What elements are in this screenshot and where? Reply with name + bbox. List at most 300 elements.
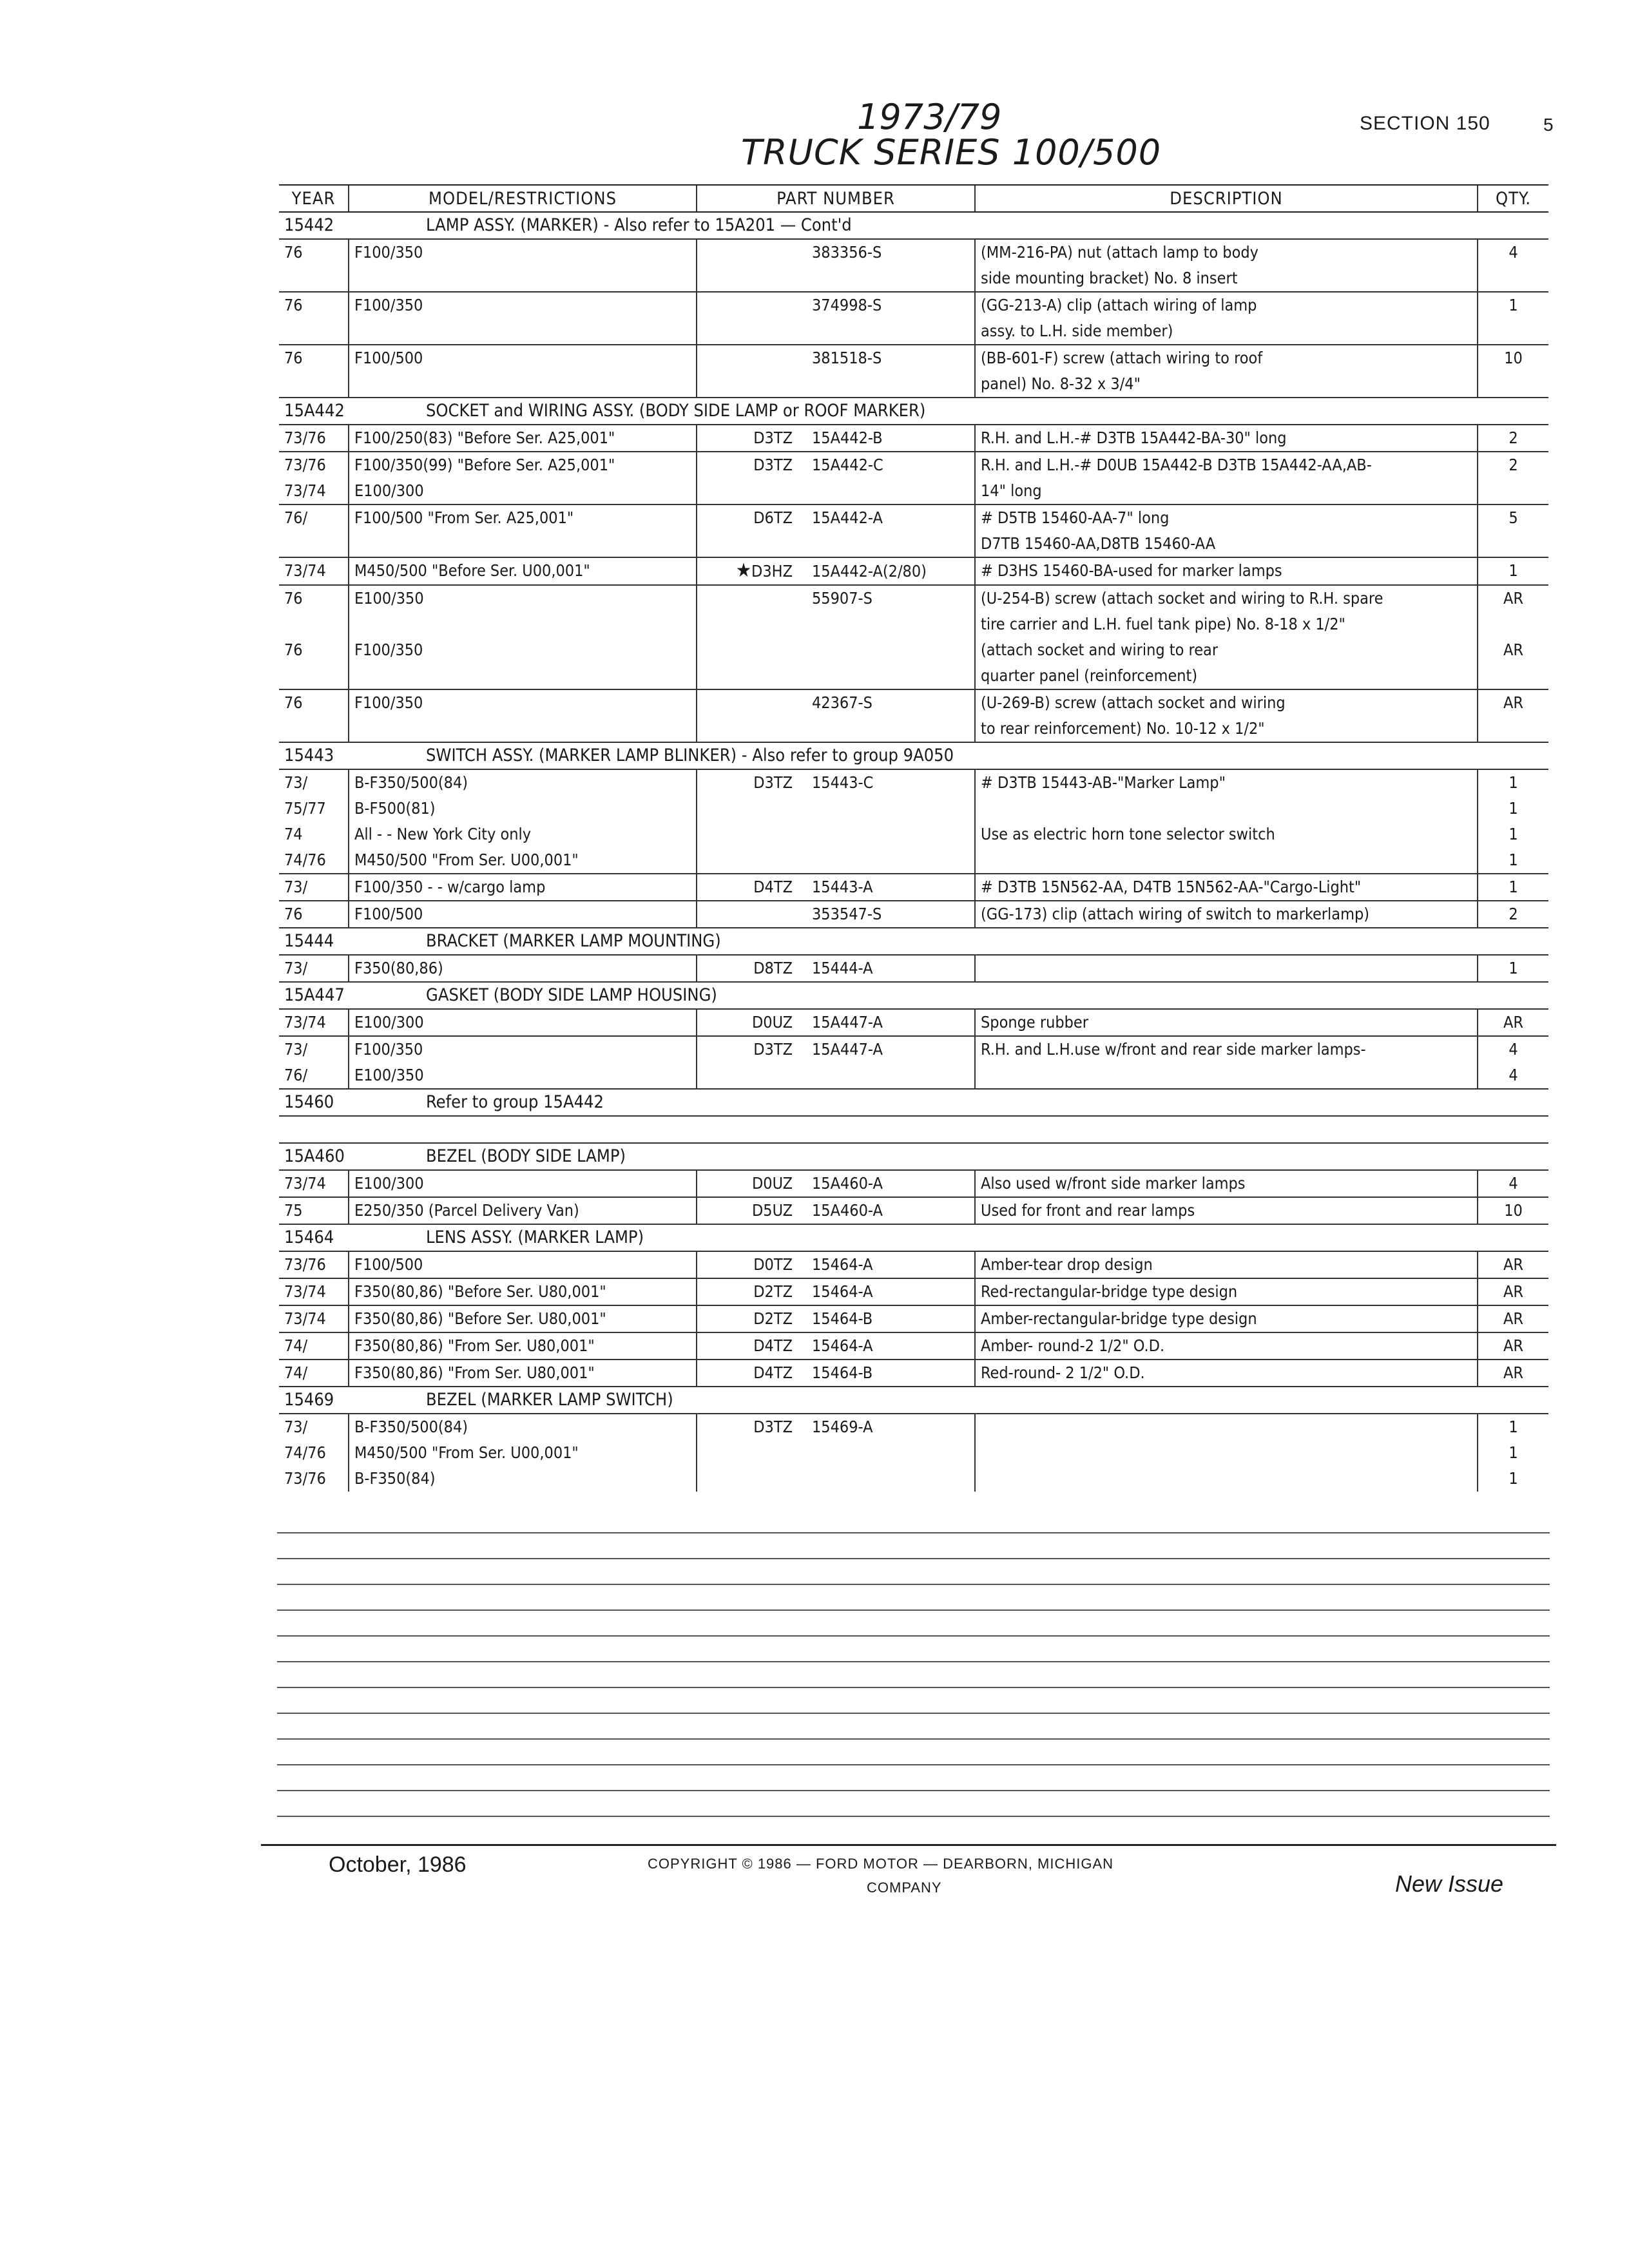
part-base: 381518-S <box>812 349 882 367</box>
group-header-row <box>279 1089 1548 1116</box>
part-prefix-text: D4TZ <box>753 1336 793 1355</box>
year-cell: 76 <box>279 585 349 611</box>
spacer-cell <box>279 1116 1548 1143</box>
blank-rule <box>277 1558 1550 1559</box>
qty-cell <box>1478 318 1548 345</box>
description-cell: Amber-tear drop design <box>975 1251 1478 1278</box>
table-row <box>279 1278 1548 1305</box>
year-cell: 73/74 <box>284 481 326 500</box>
table-row <box>279 769 1548 796</box>
part-base: 383356-S <box>812 243 882 262</box>
table-row <box>279 1062 1548 1089</box>
part-prefix-text: D0TZ <box>753 1255 793 1274</box>
table-row <box>279 265 1548 292</box>
table-row <box>279 1440 1548 1466</box>
group-header-row <box>279 398 1548 425</box>
year-cell: 73/76 <box>284 1469 326 1488</box>
qty-cell <box>1478 611 1548 637</box>
page-number: 5 <box>1543 115 1554 135</box>
group-title: LENS ASSY. (MARKER LAMP) <box>426 1227 644 1247</box>
group-header <box>279 398 1548 425</box>
blank-rule <box>277 1584 1550 1585</box>
part-number-cell <box>697 425 975 452</box>
part-number-cell <box>697 478 975 505</box>
part-prefix-text: D6TZ <box>753 508 793 527</box>
description-cell: (U-254-B) screw (attach socket and wiring to R.H. spare <box>975 585 1478 611</box>
year-cell: 76/ <box>284 1066 308 1084</box>
part-prefix-text: D0UZ <box>751 1174 793 1193</box>
part-prefix-text: D2TZ <box>753 1309 793 1328</box>
part-prefix-text: D4TZ <box>753 1363 793 1382</box>
table-row <box>279 796 1548 822</box>
part-prefix-text: D4TZ <box>753 878 793 896</box>
qty-cell <box>1478 531 1548 557</box>
model-cell: E100/300 <box>349 478 697 505</box>
year-cell: 73/74 <box>279 1278 349 1305</box>
group-header <box>279 1387 1548 1414</box>
blank-rule <box>277 1764 1550 1765</box>
part-prefix-text: D5UZ <box>751 1201 793 1220</box>
group-header-row <box>279 1224 1548 1251</box>
description-cell: tire carrier and L.H. fuel tank pipe) No. 8-18 x 1/2" <box>975 611 1478 637</box>
description-cell: Red-round- 2 1/2" O.D. <box>975 1360 1478 1387</box>
part-number-cell <box>697 585 975 611</box>
part-number-cell <box>697 663 975 689</box>
year-cell <box>279 265 349 292</box>
part-prefix-text: D3TZ <box>753 456 793 474</box>
blank-rule <box>277 1661 1550 1662</box>
model-cell: F100/350(99) "Before Ser. A25,001" <box>349 452 697 478</box>
year-cell <box>279 716 349 742</box>
model-cell <box>349 318 697 345</box>
qty-cell: AR <box>1478 1251 1548 1278</box>
table-row <box>279 425 1548 452</box>
year-cell: 73/74 <box>279 1305 349 1332</box>
part-number-cell <box>697 637 975 663</box>
description-cell: quarter panel (reinforcement) <box>975 663 1478 689</box>
footer-company: COMPANY <box>867 1879 942 1896</box>
part-prefix <box>702 1010 793 1035</box>
year-cell: 76 <box>279 689 349 716</box>
part-number-cell <box>697 345 975 371</box>
year-cell: 74/ <box>279 1332 349 1360</box>
table-row <box>279 505 1548 531</box>
description-cell: (U-269-B) screw (attach socket and wiring <box>975 689 1478 716</box>
part-number-cell <box>697 1062 975 1089</box>
description-cell: Amber-rectangular-bridge type design <box>975 1305 1478 1332</box>
table-row <box>279 452 1548 478</box>
table-row <box>279 663 1548 689</box>
parts-table <box>279 184 1548 1492</box>
model-cell: F100/350 <box>349 292 697 318</box>
model-cell <box>349 265 697 292</box>
table-row <box>279 585 1548 611</box>
part-prefix-text: D0UZ <box>751 1013 793 1032</box>
table-row <box>279 239 1548 265</box>
group-header <box>279 928 1548 955</box>
description-cell: (GG-173) clip (attach wiring of switch to markerlamp) <box>975 901 1478 928</box>
part-prefix <box>702 1414 793 1440</box>
parts-table-body <box>279 212 1548 1492</box>
model-cell: E100/350 <box>349 585 697 611</box>
part-number-cell <box>697 1360 975 1387</box>
year-cell: 73/ <box>284 959 308 977</box>
qty-cell: 2 <box>1478 452 1548 478</box>
blank-rule <box>277 1532 1550 1533</box>
table-row <box>279 611 1548 637</box>
description-cell <box>975 796 1478 822</box>
year-cell: 76 <box>279 239 349 265</box>
group-title: BEZEL (BODY SIDE LAMP) <box>426 1146 626 1166</box>
qty-cell: AR <box>1478 585 1548 611</box>
group-title: BEZEL (MARKER LAMP SWITCH) <box>426 1390 673 1410</box>
col-year: YEAR <box>279 185 349 212</box>
model-cell: F350(80,86) <box>349 955 697 982</box>
table-row <box>279 637 1548 663</box>
table-row <box>279 1170 1548 1197</box>
model-cell: M450/500 "From Ser. U00,001" <box>349 847 697 874</box>
description-cell: (GG-213-A) clip (attach wiring of lamp <box>975 292 1478 318</box>
group-title: GASKET (BODY SIDE LAMP HOUSING) <box>426 985 717 1005</box>
description-cell: Red-rectangular-bridge type design <box>975 1278 1478 1305</box>
blank-rule <box>277 1687 1550 1688</box>
qty-cell <box>1478 716 1548 742</box>
group-header-row <box>279 928 1548 955</box>
part-number-cell <box>697 796 975 822</box>
part-number-cell <box>697 371 975 398</box>
model-cell: F350(80,86) "From Ser. U80,001" <box>349 1360 697 1387</box>
group-number: 15A442 <box>284 401 345 421</box>
blank-rule <box>277 1713 1550 1714</box>
group-title: Refer to group 15A442 <box>426 1092 604 1112</box>
part-base: 15A460-A <box>812 1174 883 1193</box>
model-cell: F350(80,86) "Before Ser. U80,001" <box>349 1305 697 1332</box>
part-prefix <box>702 1171 793 1196</box>
description-cell: # D3TB 15N562-AA, D4TB 15N562-AA-"Cargo-Light" <box>975 874 1478 901</box>
year-cell <box>279 531 349 557</box>
table-row <box>279 478 1548 505</box>
year-cell: 76 <box>279 292 349 318</box>
star-icon: ★ <box>735 559 752 582</box>
qty-cell: AR <box>1478 1009 1548 1036</box>
part-base: 15A442-C <box>812 456 883 474</box>
table-row <box>279 716 1548 742</box>
table-row <box>279 1197 1548 1224</box>
year-cell: 76 <box>279 345 349 371</box>
description-cell: # D5TB 15460-AA-7" long <box>975 505 1478 531</box>
year-cell: 73/74 <box>284 1013 326 1032</box>
year-cell <box>279 663 349 689</box>
table-row <box>279 847 1548 874</box>
table-row <box>279 955 1548 982</box>
part-prefix <box>702 1279 793 1305</box>
part-base: 353547-S <box>812 905 882 923</box>
group-header-row <box>279 212 1548 239</box>
model-cell: F100/350 - - w/cargo lamp <box>349 874 697 901</box>
year-cell: 73/ <box>284 773 308 792</box>
description-cell: panel) No. 8-32 x 3/4" <box>975 371 1478 398</box>
part-prefix <box>702 452 793 478</box>
description-cell <box>975 847 1478 874</box>
qty-cell <box>1478 371 1548 398</box>
part-base: 15A442-A <box>812 508 883 527</box>
part-prefix <box>702 1252 793 1278</box>
part-prefix-text: D8TZ <box>753 959 793 977</box>
description-cell: 14" long <box>975 478 1478 505</box>
description-cell: to rear reinforcement) No. 10-12 x 1/2" <box>975 716 1478 742</box>
col-model: MODEL/RESTRICTIONS <box>349 185 697 212</box>
year-cell: 73/76 <box>284 1255 326 1274</box>
model-cell: F350(80,86) "From Ser. U80,001" <box>349 1332 697 1360</box>
title-years: 1973/79 <box>857 97 1002 137</box>
model-cell <box>349 716 697 742</box>
model-cell: F100/350 <box>349 1036 697 1062</box>
group-header-row <box>279 1387 1548 1414</box>
part-number-cell <box>697 1414 975 1440</box>
qty-cell: 5 <box>1478 505 1548 531</box>
part-number-cell <box>697 1251 975 1278</box>
table-row <box>279 531 1548 557</box>
part-base: 42367-S <box>812 693 872 712</box>
part-base: 15443-A <box>812 878 873 896</box>
qty-cell <box>1478 265 1548 292</box>
part-number-cell <box>697 822 975 847</box>
part-number-cell <box>697 1170 975 1197</box>
qty-cell: 2 <box>1478 901 1548 928</box>
part-base: 15444-A <box>812 959 873 977</box>
year-cell: 74/76 <box>284 1443 326 1462</box>
model-cell: F100/500 <box>349 901 697 928</box>
group-number: 15A447 <box>284 985 345 1005</box>
description-cell: D7TB 15460-AA,D8TB 15460-AA <box>975 531 1478 557</box>
part-base: 15A447-A <box>812 1040 883 1059</box>
description-cell: (BB-601-F) screw (attach wiring to roof <box>975 345 1478 371</box>
group-title: LAMP ASSY. (MARKER) - Also refer to 15A201 — Cont'd <box>426 215 852 235</box>
part-prefix <box>702 956 793 981</box>
part-prefix <box>702 1306 793 1332</box>
qty-cell: 1 <box>1478 1466 1548 1492</box>
description-cell <box>975 1466 1478 1492</box>
part-number-cell <box>697 265 975 292</box>
col-description: DESCRIPTION <box>975 185 1478 212</box>
group-header-row <box>279 742 1548 769</box>
table-row <box>279 292 1548 318</box>
group-number: 15464 <box>284 1227 334 1247</box>
year-cell: 76 <box>279 901 349 928</box>
part-base: 15A442-A(2/80) <box>812 562 927 581</box>
qty-cell: 4 <box>1478 1036 1548 1062</box>
year-cell: 73/ <box>279 1036 349 1062</box>
description-cell <box>975 1062 1478 1089</box>
qty-cell: 1 <box>1478 796 1548 822</box>
part-prefix-text: D3TZ <box>753 1418 793 1436</box>
part-base: 15464-A <box>812 1255 873 1274</box>
year-cell: 76 <box>284 640 303 659</box>
description-cell: Sponge rubber <box>975 1009 1478 1036</box>
year-cell: 73/74 <box>279 557 349 585</box>
qty-cell: 1 <box>1478 822 1548 847</box>
group-header-row <box>279 982 1548 1009</box>
qty-cell: 2 <box>1478 425 1548 452</box>
part-number-cell <box>697 1440 975 1466</box>
group-number: 15444 <box>284 931 334 951</box>
description-cell <box>975 1440 1478 1466</box>
model-cell <box>349 531 697 557</box>
table-row <box>279 1251 1548 1278</box>
part-prefix <box>702 874 793 900</box>
table-row <box>279 689 1548 716</box>
part-prefix <box>702 505 793 531</box>
part-number-cell <box>697 531 975 557</box>
part-number-cell <box>697 874 975 901</box>
qty-cell: 1 <box>1478 292 1548 318</box>
group-number: 15460 <box>284 1092 334 1112</box>
qty-cell <box>1478 663 1548 689</box>
group-header <box>279 982 1548 1009</box>
blank-rule <box>277 1738 1550 1740</box>
part-number-cell <box>697 847 975 874</box>
model-cell: B-F350(84) <box>349 1466 697 1492</box>
year-cell: 73/ <box>279 874 349 901</box>
model-cell <box>349 611 697 637</box>
qty-cell: AR <box>1478 1305 1548 1332</box>
year-cell: 74/ <box>279 1360 349 1387</box>
part-base: 55907-S <box>812 589 872 608</box>
footer-copyright: COPYRIGHT © 1986 — FORD MOTOR — DEARBORN, MICHIGAN <box>648 1856 1114 1872</box>
part-number-cell <box>697 689 975 716</box>
table-row <box>279 345 1548 371</box>
qty-cell: AR <box>1478 637 1548 663</box>
group-header <box>279 1224 1548 1251</box>
year-cell <box>279 371 349 398</box>
table-row <box>279 874 1548 901</box>
part-base: 15A460-A <box>812 1201 883 1220</box>
footer-issue: New Issue <box>1395 1870 1504 1897</box>
table-row <box>279 1466 1548 1492</box>
part-number-cell <box>697 239 975 265</box>
description-cell <box>975 1414 1478 1440</box>
part-number-cell <box>697 1278 975 1305</box>
table-row <box>279 901 1548 928</box>
model-cell <box>349 663 697 689</box>
year-cell <box>279 611 349 637</box>
qty-cell: 4 <box>1478 1170 1548 1197</box>
year-cell: 74/76 <box>284 850 326 869</box>
table-row <box>279 371 1548 398</box>
group-header <box>279 1143 1548 1170</box>
model-cell: B-F500(81) <box>349 796 697 822</box>
col-qty: QTY. <box>1478 185 1548 212</box>
qty-cell: 1 <box>1478 874 1548 901</box>
part-prefix-text: D2TZ <box>753 1282 793 1301</box>
part-base: 15443-C <box>812 773 874 792</box>
group-number: 15442 <box>284 215 334 235</box>
part-prefix <box>702 558 793 584</box>
table-row <box>279 1332 1548 1360</box>
description-cell: (attach socket and wiring to rear <box>975 637 1478 663</box>
qty-cell: 1 <box>1478 1440 1548 1466</box>
part-number-cell <box>697 1009 975 1036</box>
part-prefix-text: D3TZ <box>753 773 793 792</box>
part-prefix <box>702 770 793 796</box>
model-cell: M450/500 "From Ser. U00,001" <box>349 1440 697 1466</box>
qty-cell: AR <box>1478 1278 1548 1305</box>
model-cell: B-F350/500(84) <box>349 1414 697 1440</box>
part-prefix-text: D3HZ <box>751 562 793 581</box>
part-number-cell <box>697 1466 975 1492</box>
description-cell: Amber- round-2 1/2" O.D. <box>975 1332 1478 1360</box>
part-number-cell <box>697 769 975 796</box>
description-cell: Use as electric horn tone selector switch <box>975 822 1478 847</box>
group-header-row <box>279 1143 1548 1170</box>
qty-cell <box>1478 478 1548 505</box>
part-number-cell <box>697 505 975 531</box>
table-row <box>279 1009 1548 1036</box>
part-base: 374998-S <box>812 296 882 314</box>
model-cell: E100/300 <box>349 1170 697 1197</box>
model-cell: B-F350/500(84) <box>349 769 697 796</box>
spacer-row <box>279 1116 1548 1143</box>
model-cell <box>349 371 697 398</box>
table-row <box>279 1414 1548 1440</box>
model-cell: F100/350 <box>349 239 697 265</box>
part-number-cell <box>697 1332 975 1360</box>
year-cell: 73/76 <box>279 452 349 478</box>
part-prefix <box>702 425 793 451</box>
blank-rule <box>277 1610 1550 1611</box>
part-number-cell <box>697 1197 975 1224</box>
title-series: TRUCK SERIES 100/500 <box>741 132 1162 173</box>
part-prefix <box>702 1333 793 1359</box>
part-base: 15469-A <box>812 1418 873 1436</box>
model-cell: F100/350 <box>349 689 697 716</box>
model-cell: M450/500 "Before Ser. U00,001" <box>349 557 697 585</box>
part-number-cell <box>697 1305 975 1332</box>
table-row <box>279 557 1548 585</box>
part-number-cell <box>697 452 975 478</box>
part-base: 15464-B <box>812 1363 873 1382</box>
qty-cell: 1 <box>1478 955 1548 982</box>
year-cell: 73/ <box>284 1418 308 1436</box>
group-header <box>279 742 1548 769</box>
group-number: 15443 <box>284 745 334 765</box>
part-number-cell <box>697 292 975 318</box>
part-number-cell <box>697 955 975 982</box>
qty-cell: 1 <box>1478 769 1548 796</box>
model-cell: All - - New York City only <box>349 822 697 847</box>
part-number-cell <box>697 557 975 585</box>
blank-rule <box>277 1816 1550 1817</box>
column-header-row <box>279 185 1548 212</box>
qty-cell: 1 <box>1478 847 1548 874</box>
model-cell: F100/250(83) "Before Ser. A25,001" <box>349 425 697 452</box>
description-cell: R.H. and L.H.use w/front and rear side marker lamps- <box>975 1036 1478 1062</box>
year-cell: 74 <box>284 825 303 843</box>
year-cell <box>279 318 349 345</box>
blank-rule <box>277 1790 1550 1791</box>
qty-cell: 4 <box>1478 1062 1548 1089</box>
description-cell: side mounting bracket) No. 8 insert <box>975 265 1478 292</box>
qty-cell: 1 <box>1478 1414 1548 1440</box>
model-cell: F350(80,86) "Before Ser. U80,001" <box>349 1278 697 1305</box>
description-cell: Also used w/front side marker lamps <box>975 1170 1478 1197</box>
group-number: 15A460 <box>284 1146 345 1166</box>
description-cell: assy. to L.H. side member) <box>975 318 1478 345</box>
model-cell: F100/500 <box>349 1251 697 1278</box>
part-prefix-text: D3TZ <box>753 428 793 447</box>
model-cell: E100/300 <box>349 1009 697 1036</box>
col-part-number: PART NUMBER <box>697 185 975 212</box>
